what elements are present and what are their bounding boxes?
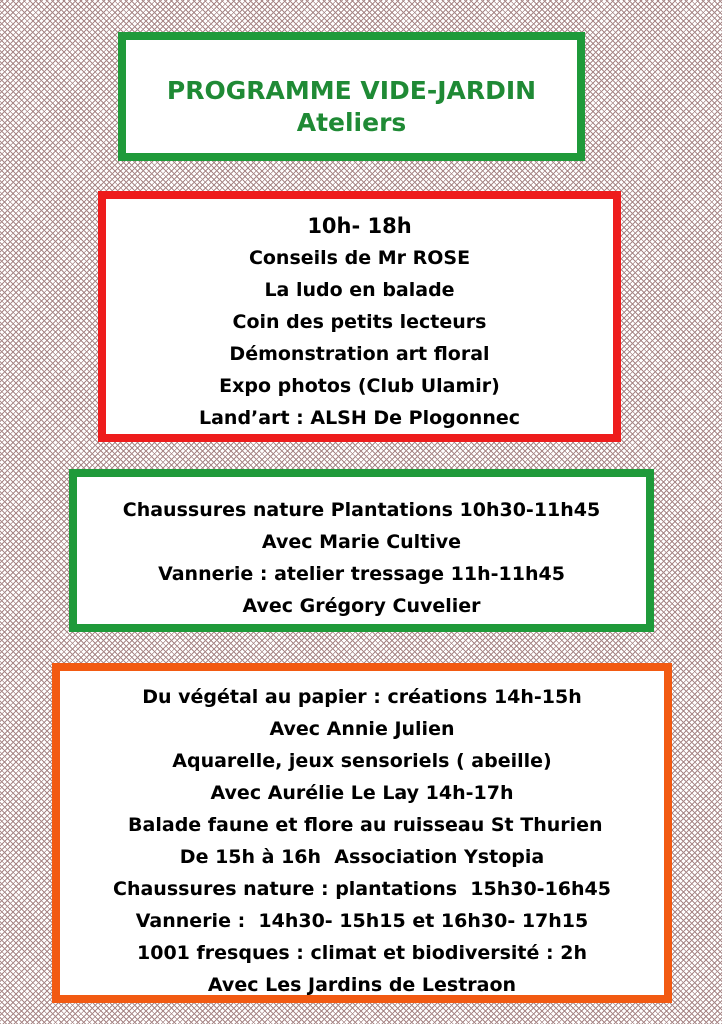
- workshop-line: Avec Annie Julien: [269, 718, 455, 740]
- workshop-line: Avec Grégory Cuvelier: [242, 595, 481, 617]
- title-box: [118, 32, 585, 161]
- workshop-line: Vannerie : 14h30- 15h15 et 16h30- 17h15: [135, 910, 589, 932]
- program-subtitle: Ateliers: [296, 108, 407, 137]
- activity-line: Démonstration art floral: [229, 343, 490, 365]
- activity-line: Land’art : ALSH De Plogonnec: [198, 407, 520, 429]
- workshop-line: Balade faune et flore au ruisseau St Thurien: [121, 814, 603, 836]
- activity-line: Expo photos (Club Ulamir): [219, 375, 500, 397]
- workshop-line: Avec Marie Cultive: [261, 531, 462, 553]
- program-title: PROGRAMME VIDE-JARDIN: [166, 76, 537, 105]
- workshop-line: Chaussures nature : plantations 15h30-16h45: [113, 878, 611, 900]
- morning-time: 10h- 18h: [307, 214, 412, 238]
- afternoon-workshops-box: [52, 663, 672, 1003]
- activity-line: La ludo en balade: [264, 279, 455, 301]
- workshop-line: Chaussures nature Plantations 10h30-11h45: [122, 499, 601, 521]
- workshop-line: 1001 fresques : climat et biodiversité : 2h: [137, 942, 587, 964]
- workshop-line: Aquarelle, jeux sensoriels ( abeille): [172, 750, 552, 772]
- morning-activities-box: [98, 191, 621, 442]
- workshop-line: Vannerie : atelier tressage 11h-11h45: [158, 563, 565, 585]
- activity-line: Conseils de Mr ROSE: [248, 247, 471, 269]
- workshop-line: Avec Les Jardins de Lestraon: [207, 974, 517, 996]
- workshop-line: Du végétal au papier : créations 14h-15h: [142, 686, 582, 708]
- workshop-line: De 15h à 16h Association Ystopia: [179, 846, 545, 868]
- workshop-line: Avec Aurélie Le Lay 14h-17h: [210, 782, 514, 804]
- activity-line: Coin des petits lecteurs: [232, 311, 487, 333]
- morning-workshops-box: [69, 469, 654, 632]
